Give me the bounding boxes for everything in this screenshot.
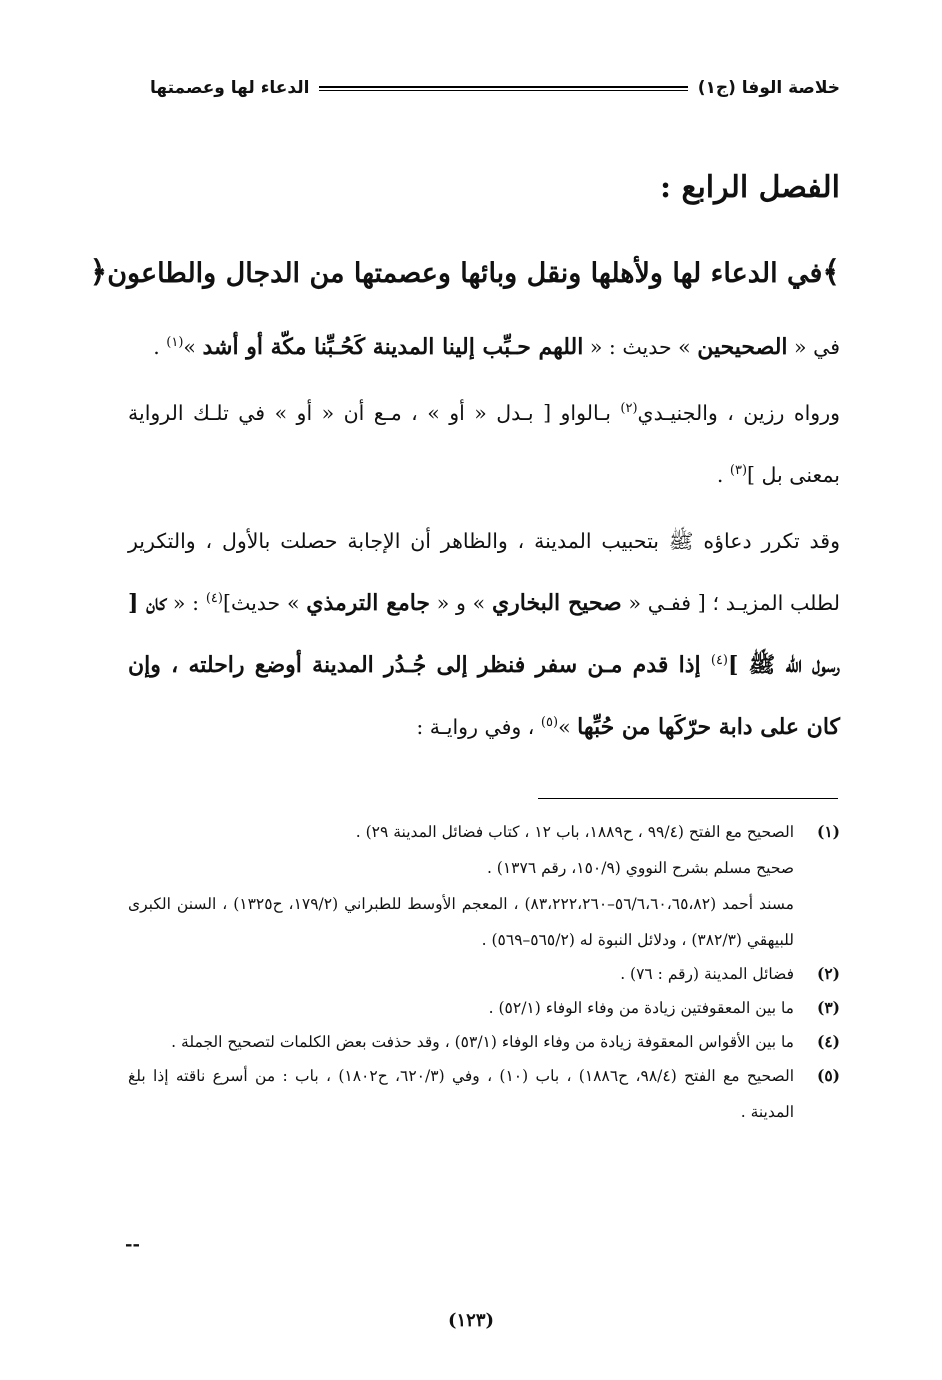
hadith-quote: إذا قدم مـن سفر فنظر إلى جُـدُر المدينة أوضع راحلته ، وإن كان على دابة حرّكَها من حُبِّها bbox=[128, 652, 840, 740]
footnote-number: (٣) bbox=[816, 998, 840, 1017]
footnote-ref[interactable]: (٣) bbox=[729, 463, 748, 479]
footnote-ref[interactable]: (٥) bbox=[540, 715, 559, 731]
text-run: » bbox=[183, 335, 203, 359]
footnote-number: (٤) bbox=[816, 1032, 840, 1051]
ornate-bracket-close: ﴿ bbox=[89, 255, 108, 290]
paragraph-3 bbox=[128, 510, 840, 758]
header-book-title: خلاصة الوفا (ج١) bbox=[697, 78, 840, 98]
text-run: وقد تكرر دعاؤه ﷺ بتحبيب المدينة ، والظاهر أن الإجابة حصلت بالأول ، والتكرير لطلب المزيـد ؛ [ ففـي « bbox=[128, 529, 840, 615]
footnote-3 bbox=[128, 990, 840, 1026]
bold-text-run: جامع الترمذي bbox=[306, 590, 431, 616]
footnote-ref[interactable]: (٢) bbox=[620, 401, 638, 417]
text-run: » حديث : « bbox=[583, 335, 698, 359]
footnote-number: (٢) bbox=[816, 964, 840, 983]
bold-text-run: الصحيحين bbox=[697, 334, 788, 360]
chapter-title: الفصل الرابع : bbox=[659, 170, 840, 205]
text-run: في « bbox=[787, 335, 840, 359]
footnote-line: الصحيح مع الفتح (٩٩/٤ ، ح١٨٨٩، باب ١٢ ، كتاب فضائل المدينة ٢٩) . bbox=[355, 823, 794, 841]
footnote-5 bbox=[128, 1058, 840, 1130]
text-run: » حديث] bbox=[222, 591, 307, 615]
text-run: : « bbox=[166, 591, 206, 615]
footnotes bbox=[128, 814, 840, 1130]
footnote-text: ما بين الأقواس المعقوفة زيادة من وفاء الوفاء (٥٣/١) ، وقد حذفت بعض الكلمات لتصحيح الجملة . bbox=[171, 1033, 794, 1051]
footnote-number: (٥) bbox=[816, 1066, 840, 1085]
bold-text-run: كان [ رسول الله ﷺ ] bbox=[128, 590, 840, 678]
footnote-line: صحيح مسلم بشرح النووي (١٥٠/٩، رقم ١٣٧٦) . bbox=[486, 859, 794, 877]
footnote-text: الصحيح مع الفتح (٩٨/٤، ح١٨٨٦) ، باب (١٠) ، وفي (٦٢٠/٣، ح١٨٠٢) ، باب : من أسرع ناقته إذا بلغ المدينة . bbox=[128, 1067, 795, 1121]
chapter-heading-text: في الدعاء لها ولأهلها ونقل وبائها وعصمتها من الدجال والطاعون bbox=[107, 258, 823, 289]
paragraph-2 bbox=[128, 382, 840, 506]
header-section-title: الدعاء لها وعصمتها bbox=[150, 78, 310, 98]
footnote-4 bbox=[128, 1024, 840, 1060]
text-run: » bbox=[558, 715, 578, 739]
ornate-bracket-open: ﴾ bbox=[822, 255, 840, 290]
header-rule bbox=[319, 86, 687, 91]
text-run: » و « bbox=[430, 591, 492, 615]
body-text bbox=[128, 316, 840, 758]
footnote-ref[interactable]: (١) bbox=[166, 335, 184, 351]
text-run: بـالواو [ بـدل « أو » ، مـع أن « أو » في تلـك الرواية بمعنى بل ] bbox=[128, 401, 840, 487]
footnote-text: ما بين المعقوفتين زيادة من وفاء الوفاء (٥٢/١) . bbox=[488, 999, 794, 1017]
end-mark: -- bbox=[125, 1234, 140, 1255]
footnote-ref[interactable]: (٤) bbox=[205, 591, 223, 607]
text-run: ، وفي روايـة : bbox=[416, 715, 541, 739]
text-run: . bbox=[153, 335, 167, 359]
paragraph-1 bbox=[128, 316, 840, 378]
bold-text-run: صحيح البخاري bbox=[491, 590, 622, 616]
hadith-quote: اللهم حـبِّب إلينا المدينة كَحُـبِّنا مكّة أو أشد bbox=[202, 334, 584, 360]
footnote-text bbox=[128, 814, 794, 958]
footnote-ref[interactable]: (٤) bbox=[710, 653, 728, 669]
footnote-number: (١) bbox=[816, 822, 840, 841]
footnote-text: فضائل المدينة (رقم : ٧٦) . bbox=[620, 965, 794, 983]
footnote-1 bbox=[128, 814, 840, 958]
text-run: ورواه رزين ، والجنيـدي bbox=[637, 401, 841, 425]
text-run: . bbox=[716, 463, 730, 487]
running-header bbox=[150, 72, 840, 104]
chapter-heading bbox=[89, 255, 840, 290]
footnote-separator bbox=[538, 798, 838, 799]
footnote-2 bbox=[128, 956, 840, 992]
footnote-line: مسند أحمد (٥٦/٦،٦٠،٦٥،٨٢–٨٣،٢٢٢،٢٦٠) ، المعجم الأوسط للطبراني (١٧٩/٢، ح١٣٢٥) ، السنن الكبرى للبيهقي (٣٨٢/٣) ، ودلائل النبوة له (٥٦٥/٢–٥٦٩) . bbox=[128, 895, 794, 949]
page-number: (١٢٣) bbox=[447, 1310, 495, 1331]
